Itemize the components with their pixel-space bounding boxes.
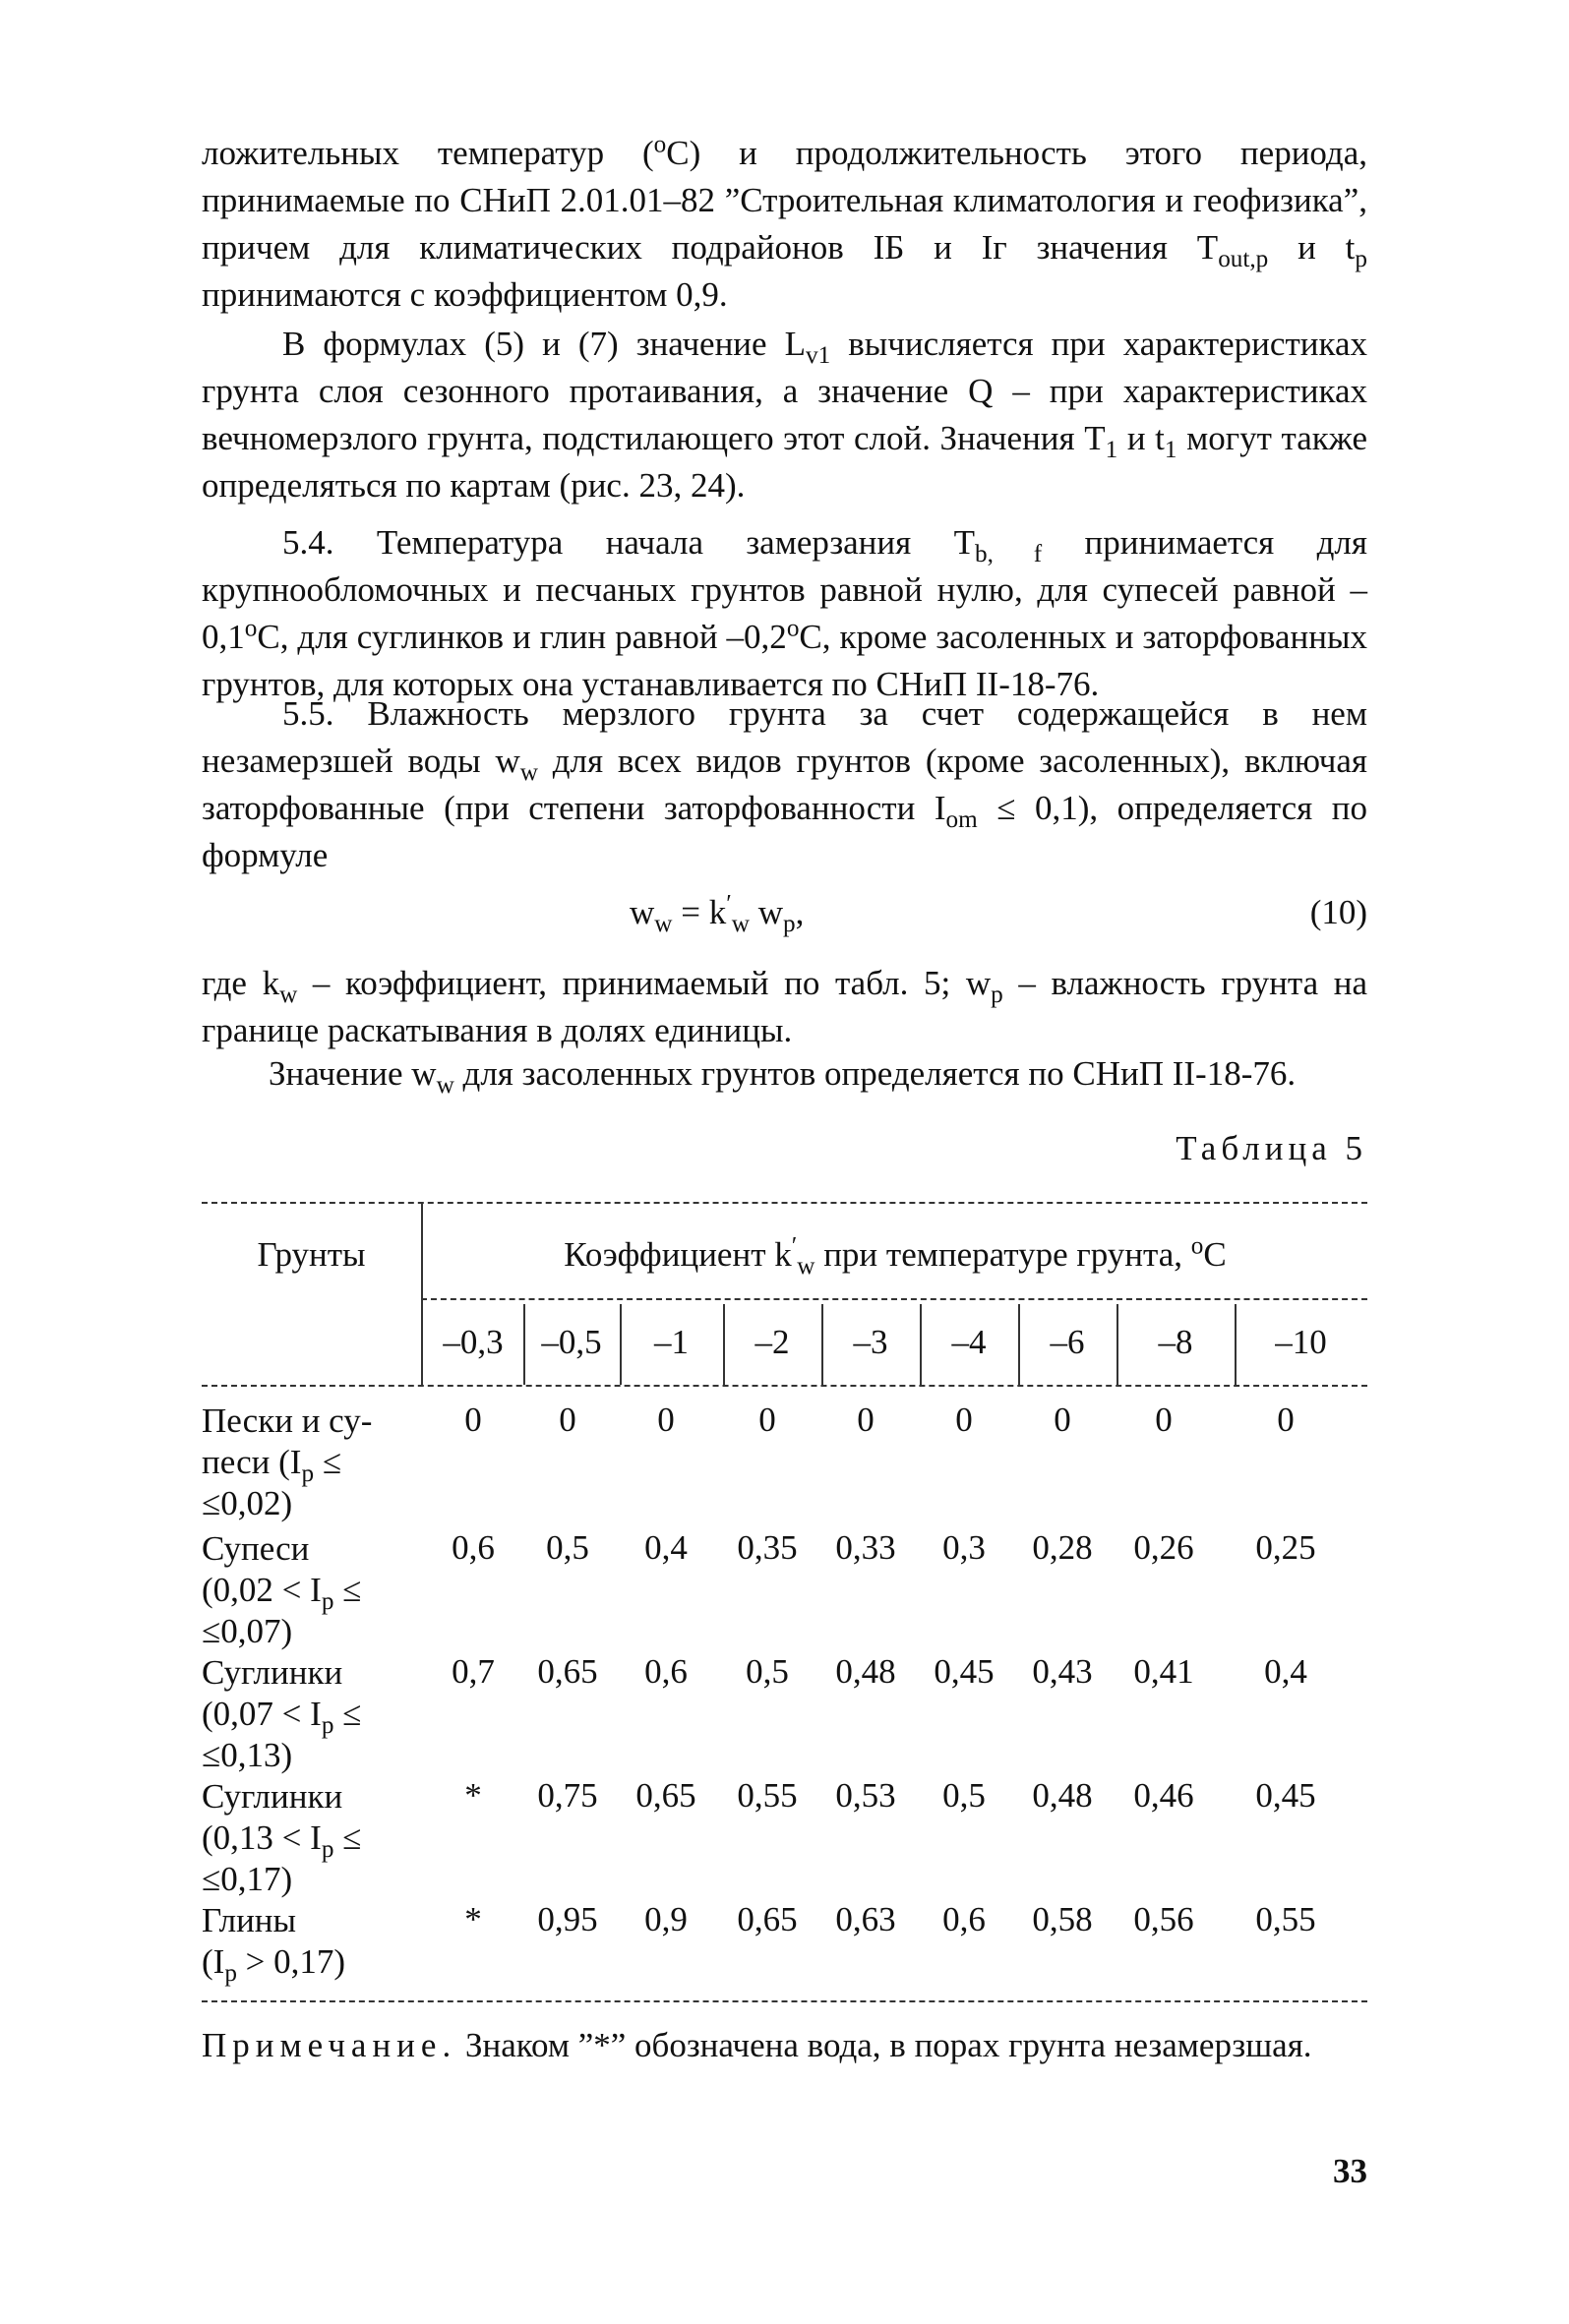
table-caption: Таблица 5 bbox=[1176, 1129, 1367, 1167]
temp-header: –1 bbox=[654, 1323, 689, 1361]
table-cell: 0,6 bbox=[644, 1652, 688, 1691]
table-mid-rule bbox=[421, 1298, 1367, 1300]
text: ≤ bbox=[333, 1818, 362, 1857]
text: w bbox=[519, 759, 538, 786]
table-cell: 0,4 bbox=[1264, 1652, 1307, 1691]
table-cell: 0 bbox=[758, 1400, 776, 1439]
text: w bbox=[749, 893, 783, 931]
text bbox=[202, 1941, 428, 1987]
table-cell: 0 bbox=[955, 1400, 973, 1439]
text: ≤0,07) bbox=[202, 1612, 293, 1650]
text: 1 bbox=[1105, 437, 1118, 463]
table-cell: 0,56 bbox=[1133, 1900, 1194, 1938]
table-cell: 0,53 bbox=[835, 1776, 896, 1815]
table-cell: 0,33 bbox=[835, 1528, 896, 1567]
col-header-group bbox=[423, 1232, 1367, 1280]
table-note bbox=[202, 2022, 1367, 2069]
table-cell: 0,26 bbox=[1133, 1528, 1194, 1567]
table-cell: 0,95 bbox=[537, 1900, 598, 1938]
text: o bbox=[786, 615, 800, 642]
text: v1 bbox=[806, 342, 831, 369]
text: Значение w bbox=[269, 1054, 437, 1093]
text: p bbox=[991, 982, 1003, 1008]
table-cell: 0,46 bbox=[1133, 1776, 1194, 1815]
table-cell: 0,9 bbox=[644, 1900, 688, 1938]
row-label bbox=[202, 1900, 428, 1987]
text bbox=[202, 1442, 428, 1487]
text: p bbox=[301, 1460, 315, 1487]
text: и t bbox=[1117, 419, 1165, 457]
row-label bbox=[202, 1776, 428, 1900]
table-cell: 0,7 bbox=[452, 1652, 495, 1691]
text: Пески и су- bbox=[202, 1401, 373, 1440]
row-label bbox=[202, 1652, 428, 1776]
text: где k bbox=[202, 964, 280, 1002]
text: w bbox=[630, 893, 655, 931]
text: ≤ 0,1), определяется по формуле bbox=[202, 789, 1367, 874]
text: > 0,17) bbox=[236, 1942, 346, 1981]
text: Суглинки bbox=[202, 1653, 343, 1692]
temp-header: –8 bbox=[1158, 1323, 1193, 1361]
text: om bbox=[945, 806, 978, 833]
text: песи (I bbox=[202, 1443, 302, 1481]
temp-header: –4 bbox=[951, 1323, 987, 1361]
paragraph-where bbox=[202, 960, 1367, 1054]
table-cell: 0,35 bbox=[737, 1528, 798, 1567]
text: С, кроме засоленных и заторфованных грунтов, для которых она устанавливается по СНиП II-18-76. bbox=[202, 618, 1367, 703]
text: С bbox=[1203, 1235, 1227, 1274]
text: вычисляется при характеристиках грунта слоя сезонного протаивания, а значение Q – при характеристиках вечномерзлого грунта, подстилающего этот слой. Значения T bbox=[202, 325, 1367, 457]
table-cell: 0,63 bbox=[835, 1900, 896, 1938]
paragraph-5-4 bbox=[202, 519, 1367, 708]
text: (I bbox=[202, 1942, 225, 1981]
page-number: 33 bbox=[1333, 2152, 1367, 2190]
text: С, для суглинков и глин равной –0,2 bbox=[257, 618, 787, 656]
text: для засоленных грунтов определяется по СНиП II-18-76. bbox=[453, 1054, 1297, 1093]
table-cell: 0,3 bbox=[942, 1528, 986, 1567]
text: ≤0,13) bbox=[202, 1736, 293, 1774]
note-text: Знаком ”*” обозначена вода, в порах грунта незамерзшая. bbox=[456, 2026, 1312, 2064]
table-cell: 0,65 bbox=[635, 1776, 696, 1815]
table-cell: 0 bbox=[657, 1400, 675, 1439]
text: Суглинки bbox=[202, 1777, 343, 1816]
text: могут также определяться по картам (рис. 23, 24). bbox=[202, 419, 1367, 505]
table-cell: 0,45 bbox=[1255, 1776, 1316, 1815]
table-cell: 0,58 bbox=[1032, 1900, 1093, 1938]
table-bottom-rule bbox=[202, 2000, 1367, 2002]
text: , bbox=[795, 893, 805, 931]
text: o bbox=[244, 615, 258, 642]
temp-header: –6 bbox=[1050, 1323, 1085, 1361]
note-label: Примечание. bbox=[202, 2026, 457, 2064]
table-cell: 0,6 bbox=[452, 1528, 495, 1567]
table-cell: 0,5 bbox=[546, 1528, 589, 1567]
text: принимается для крупнообломочных и песчаных грунтов равной нулю, для супесей равной –0,1 bbox=[202, 523, 1368, 656]
table-cell: 0,25 bbox=[1255, 1528, 1316, 1567]
table-cell: 0,6 bbox=[942, 1900, 986, 1938]
formula bbox=[630, 890, 805, 937]
text: ≤0,02) bbox=[202, 1484, 293, 1522]
text: Супеси bbox=[202, 1529, 310, 1568]
text: w bbox=[279, 982, 298, 1008]
text: В формулах (5) и (7) значение L bbox=[282, 325, 807, 363]
table-cell: 0 bbox=[1277, 1400, 1295, 1439]
paragraph-1 bbox=[202, 130, 1367, 319]
table-cell: 0,55 bbox=[1255, 1900, 1316, 1938]
table-cell: 0,5 bbox=[746, 1652, 789, 1691]
text: p bbox=[224, 1960, 237, 1987]
text: p bbox=[782, 911, 796, 937]
col-header-soil: Грунты bbox=[257, 1235, 366, 1274]
paragraph-5-5 bbox=[202, 690, 1367, 879]
text: – коэффициент, принимаемый по табл. 5; w bbox=[297, 964, 992, 1002]
text: p bbox=[1355, 246, 1367, 272]
text: p bbox=[321, 1836, 334, 1863]
table-cell: 0,65 bbox=[537, 1652, 598, 1691]
text: ≤ bbox=[314, 1443, 342, 1481]
text: ≤0,17) bbox=[202, 1860, 293, 1898]
paragraph-2 bbox=[202, 321, 1367, 509]
table-cell: * bbox=[464, 1776, 482, 1815]
table-cell: 0,43 bbox=[1032, 1652, 1093, 1691]
text: для всех видов грунтов (кроме засоленных), включая заторфованные (при степени заторфованности I bbox=[202, 742, 1367, 827]
table-cell: 0,55 bbox=[737, 1776, 798, 1815]
row-label bbox=[202, 1400, 428, 1524]
table-cell: 0,75 bbox=[537, 1776, 598, 1815]
table-header-rule bbox=[202, 1385, 1367, 1387]
text: Коэффициент k bbox=[564, 1235, 792, 1274]
text: (0,13 < I bbox=[202, 1818, 322, 1857]
temp-header: –0,3 bbox=[443, 1323, 504, 1361]
text: p bbox=[321, 1588, 334, 1615]
table-cell: 0 bbox=[464, 1400, 482, 1439]
table-cell: 0,41 bbox=[1133, 1652, 1194, 1691]
table-cell: 0,5 bbox=[942, 1776, 986, 1815]
table-top-rule bbox=[202, 1202, 1367, 1204]
text bbox=[202, 1817, 428, 1863]
text bbox=[202, 1570, 428, 1615]
text: w bbox=[731, 911, 750, 937]
text: b, f bbox=[974, 541, 1043, 567]
table-cell: * bbox=[464, 1900, 482, 1938]
text: w bbox=[436, 1072, 454, 1099]
temp-header: –0,5 bbox=[541, 1323, 602, 1361]
text: принимаются с коэффициентом 0,9. bbox=[202, 275, 728, 314]
text: 1 bbox=[1164, 437, 1177, 463]
paragraph-saline bbox=[202, 1050, 1367, 1098]
table-cell: 0 bbox=[857, 1400, 875, 1439]
text: и t bbox=[1268, 228, 1356, 267]
text: – влажность грунта на границе раскатывания в долях единицы. bbox=[202, 964, 1367, 1049]
text: 5.4. Температура начала замерзания T bbox=[282, 523, 975, 562]
text: w bbox=[797, 1253, 815, 1280]
table-cell: 0,45 bbox=[934, 1652, 995, 1691]
text: ′ bbox=[791, 1232, 798, 1260]
table-cell: 0 bbox=[1054, 1400, 1071, 1439]
text: ≤ bbox=[333, 1571, 362, 1609]
text: (0,02 < I bbox=[202, 1571, 322, 1609]
text: Глины bbox=[202, 1901, 297, 1939]
text: o bbox=[1190, 1232, 1204, 1260]
text: (0,07 < I bbox=[202, 1695, 322, 1733]
text: = k bbox=[672, 893, 727, 931]
text: ≤ bbox=[333, 1695, 362, 1733]
table-cell: 0,28 bbox=[1032, 1528, 1093, 1567]
text: С) и продолжительность этого периода, принимаемые по СНиП 2.01.01–82 ”Строительная климатология и геофизика”, причем для климатических подрайонов IБ и Iг значения T bbox=[202, 134, 1368, 267]
text: 5.5. Влажность мерзлого грунта за счет содержащейся в нем незамерзшей воды w bbox=[202, 694, 1367, 780]
text: o bbox=[653, 131, 667, 158]
formula-number: (10) bbox=[1309, 893, 1367, 931]
temp-header: –3 bbox=[853, 1323, 888, 1361]
row-label bbox=[202, 1528, 428, 1652]
table-cell: 0,48 bbox=[1032, 1776, 1093, 1815]
table-cell: 0 bbox=[559, 1400, 576, 1439]
text bbox=[202, 1694, 428, 1739]
table-cell: 0 bbox=[1155, 1400, 1173, 1439]
text: out,p bbox=[1218, 246, 1269, 272]
text: p bbox=[321, 1712, 334, 1739]
temp-header: –2 bbox=[754, 1323, 790, 1361]
table-cell: 0,48 bbox=[835, 1652, 896, 1691]
table-cell: 0,4 bbox=[644, 1528, 688, 1567]
text: при температуре грунта, bbox=[815, 1235, 1191, 1274]
temp-header: –10 bbox=[1275, 1323, 1327, 1361]
text: ложительных температур ( bbox=[202, 134, 654, 172]
text: ′ bbox=[726, 890, 732, 918]
table-cell: 0,65 bbox=[737, 1900, 798, 1938]
text: w bbox=[654, 911, 673, 937]
